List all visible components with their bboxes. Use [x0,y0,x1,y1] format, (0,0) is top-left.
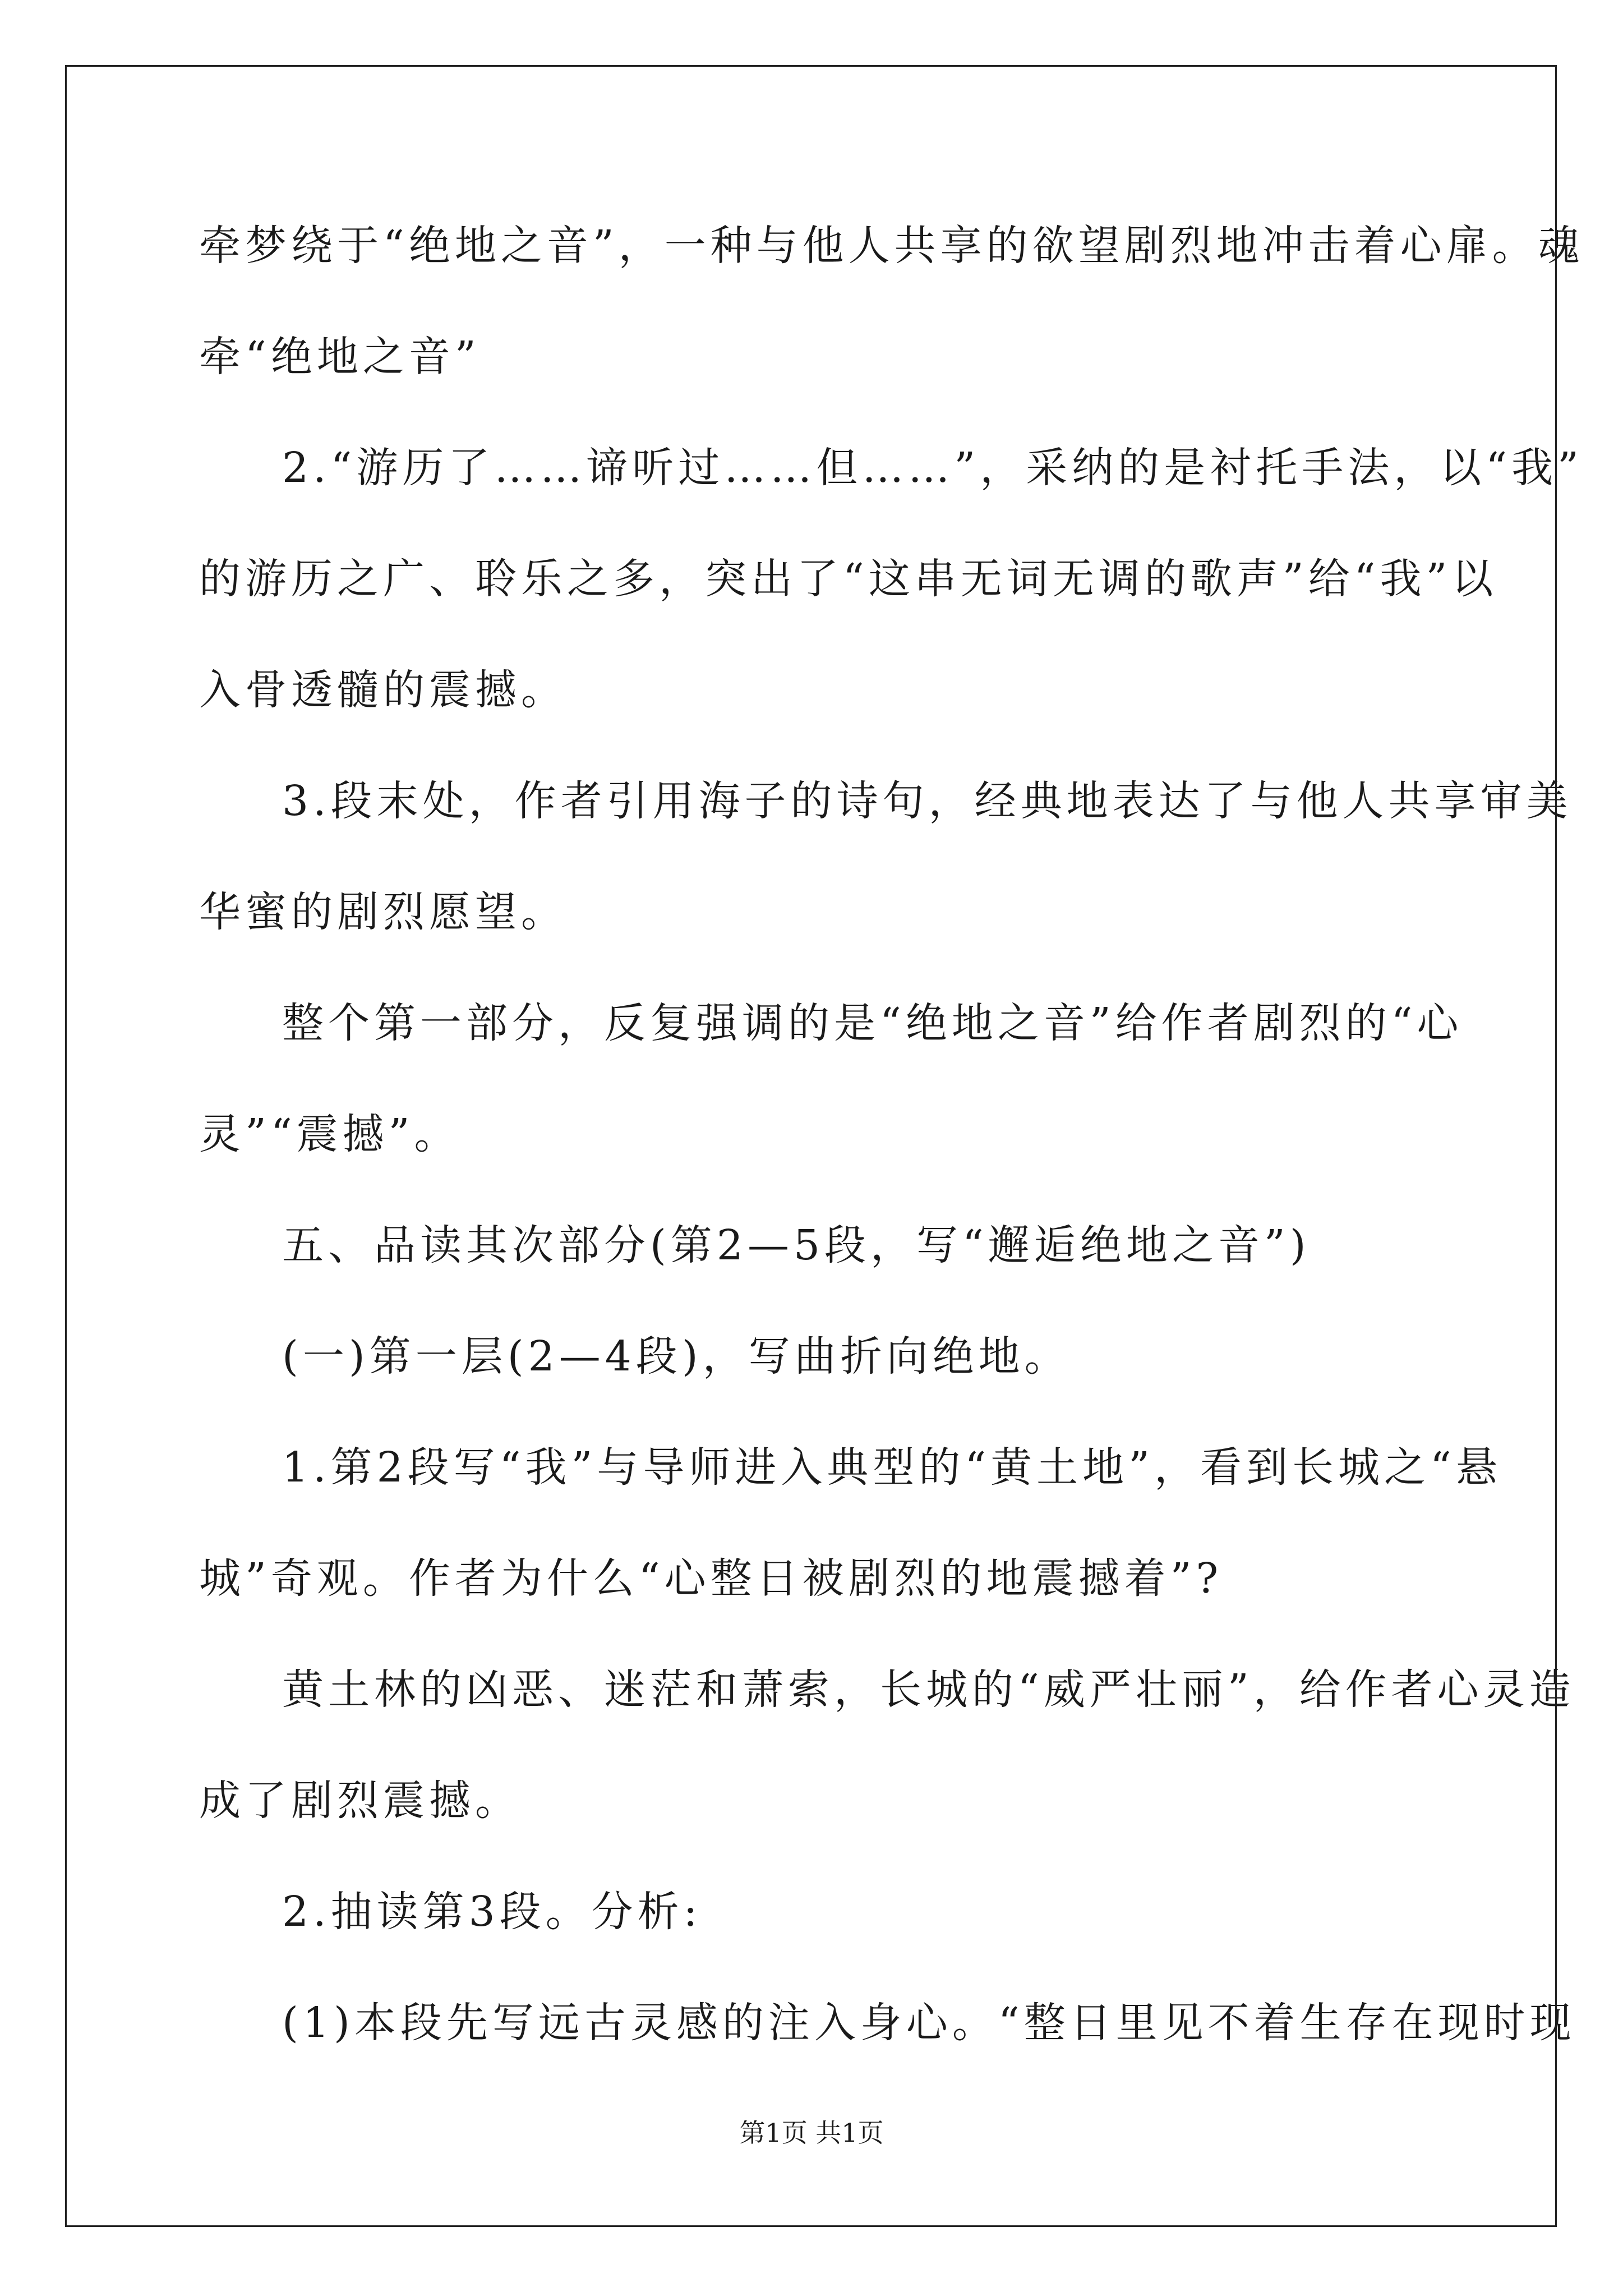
text-line: 的游历之广、聆乐之多，突出了“这串无词无调的歌声”给“我”以 [199,555,1498,603]
text-line: 五、品读其次部分(第2—5段，写“邂逅绝地之音”) [282,1221,1311,1269]
page-number-footer: 第1页 共1页 [739,2118,884,2148]
text-line: 城”奇观。作者为什么“心整日被剧烈的地震撼着”? [199,1554,1223,1603]
text-line: 整个第一部分，反复强调的是“绝地之音”给作者剧烈的“心 [282,999,1463,1047]
text-line: (一)第一层(2—4段)，写曲折向绝地。 [282,1332,1071,1381]
text-line: (1)本段先写远古灵感的注入身心。“整日里见不着生存在现时现 [282,1999,1576,2047]
text-line: 华蜜的剧烈愿望。 [199,888,567,936]
text-line: 2.抽读第3段。分析: [282,1888,702,1936]
text-line: 3.段末处，作者引用海子的诗句，经典地表达了与他人共享审美 [282,777,1573,825]
text-line: 牵梦绕于“绝地之音”，一种与他人共享的欲望剧烈地冲击着心扉。魂 [199,222,1584,270]
text-line: 灵”“震撼”。 [199,1110,460,1158]
text-line: 成了剧烈震撼。 [199,1777,521,1825]
text-line: 1.第2段写“我”与导师进入典型的“黄土地”，看到长城之“悬 [282,1443,1502,1492]
text-line: 2.“游历了……谛听过……但……”，采纳的是衬托手法，以“我” [282,444,1583,492]
text-line: 黄土林的凶恶、迷茫和萧索，长城的“威严壮丽”，给作者心灵造 [282,1665,1575,1714]
text-line: 牵“绝地之音” [199,333,481,381]
text-line: 入骨透髓的震撼。 [199,666,567,714]
